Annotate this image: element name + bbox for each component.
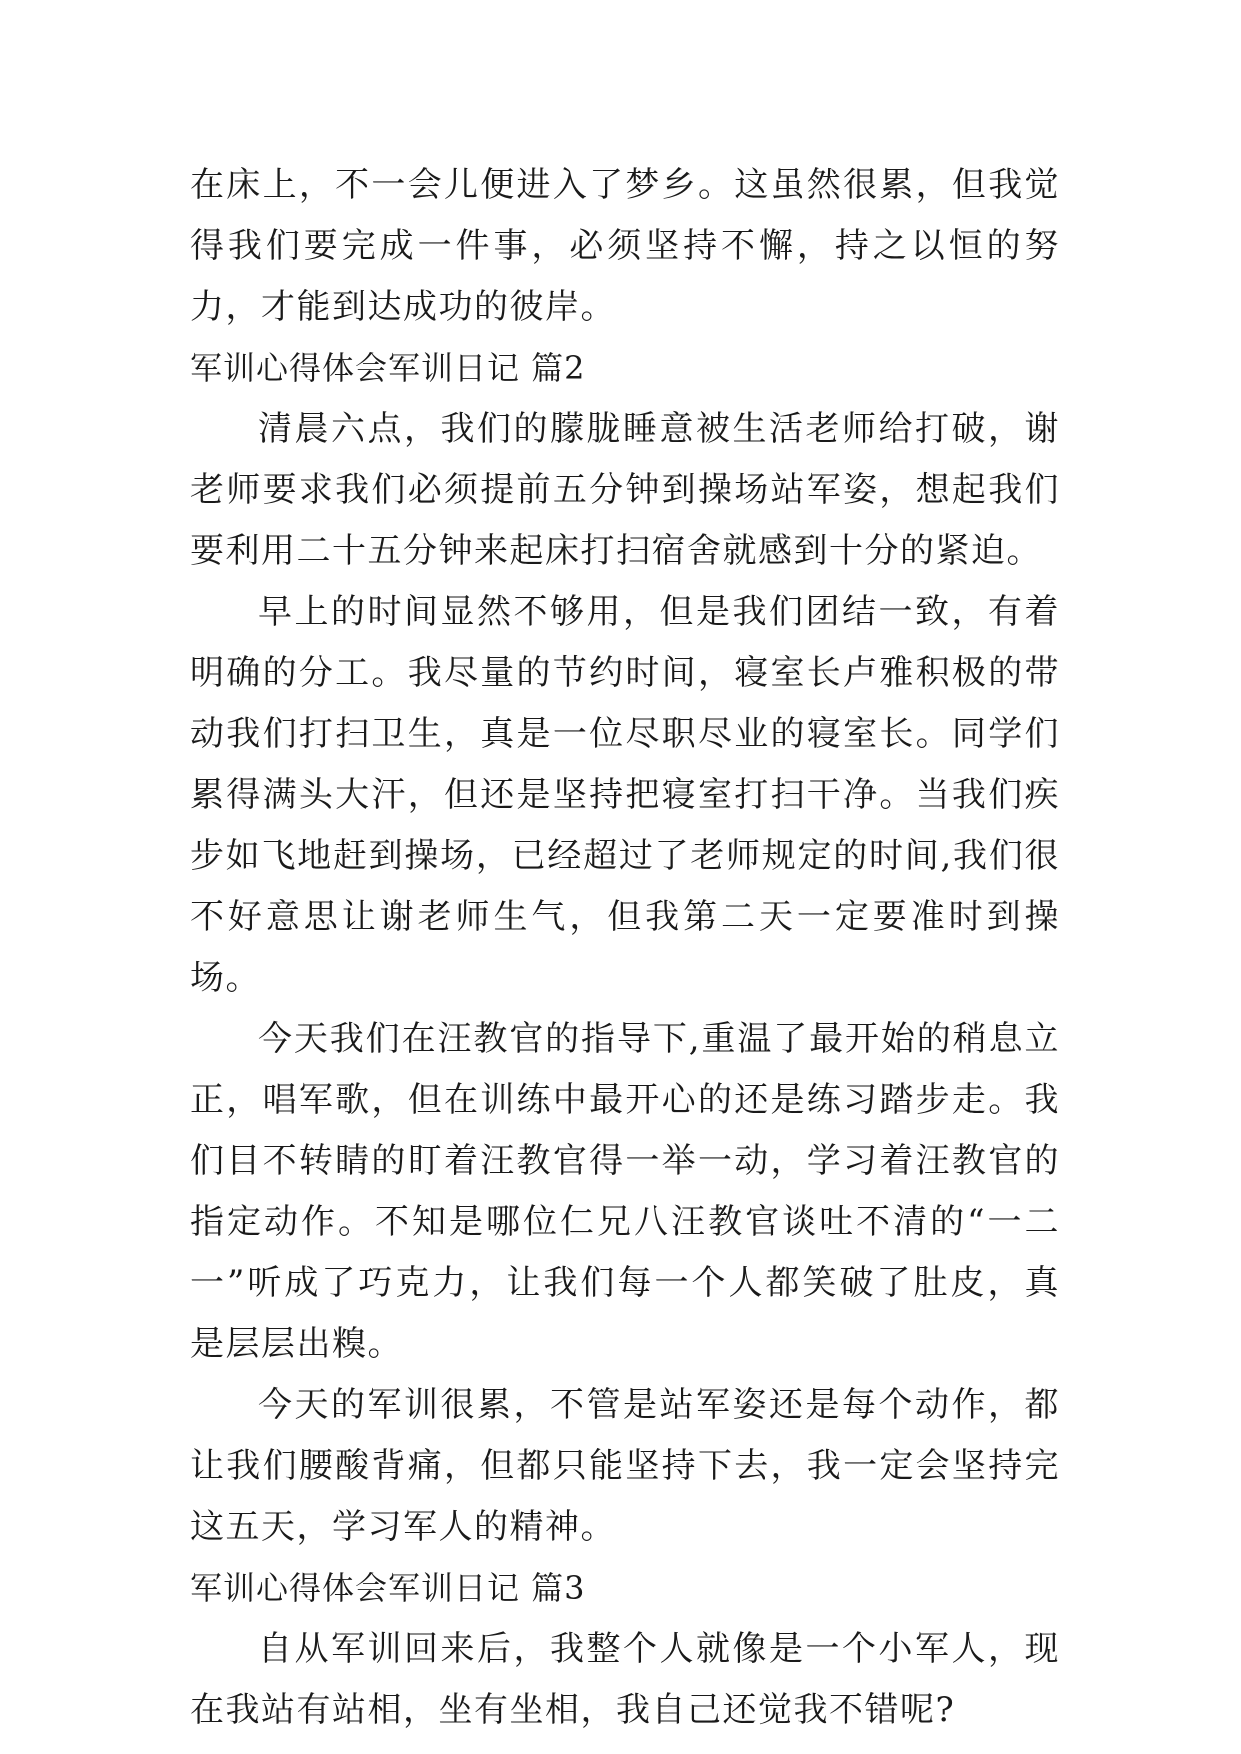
section-heading-3: 军训心得体会军训日记 篇3: [190, 1569, 586, 1607]
paragraph: 今天我们在汪教官的指导下,重温了最开始的稍息立正，唱军歌，但在训练中最开心的还是练习踏步走。我们目不转睛的盯着汪教官得一举一动，学习着汪教官的指定动作。不知是哪位仁兄八汪教官谈吐不清的“一二一”听成了巧克力，让我们每一个人都笑破了肚皮，真是层层出糗。: [190, 1019, 1060, 1364]
paragraph: 清晨六点，我们的朦胧睡意被生活老师给打破，谢老师要求我们必须提前五分钟到操场站军姿，想起我们要利用二十五分钟来起床打扫宿舍就感到十分的紧迫。: [190, 409, 1060, 571]
section-heading-2: 军训心得体会军训日记 篇2: [190, 349, 586, 387]
paragraph: 今天的军训很累，不管是站军姿还是每个动作，都让我们腰酸背痛，但都只能坚持下去，我一定会坚持完这五天，学习军人的精神。: [190, 1385, 1060, 1547]
paragraph: 早上的时间显然不够用，但是我们团结一致，有着明确的分工。我尽量的节约时间，寝室长卢雅积极的带动我们打扫卫生，真是一位尽职尽业的寝室长。同学们累得满头大汗，但还是坚持把寝室打扫干净。当我们疾步如飞地赶到操场，已经超过了老师规定的时间,我们很不好意思让谢老师生气，但我第二天一定要准时到操场。: [190, 592, 1060, 998]
document-body: [190, 155, 1060, 1741]
paragraph: 自从军训回来后，我整个人就像是一个小军人，现在我站有站相，坐有坐相，我自己还觉我不错呢?: [190, 1629, 1060, 1730]
paragraph-continuation: 在床上，不一会儿便进入了梦乡。这虽然很累，但我觉得我们要完成一件事，必须坚持不懈，持之以恒的努力，才能到达成功的彼岸。: [190, 165, 1060, 327]
